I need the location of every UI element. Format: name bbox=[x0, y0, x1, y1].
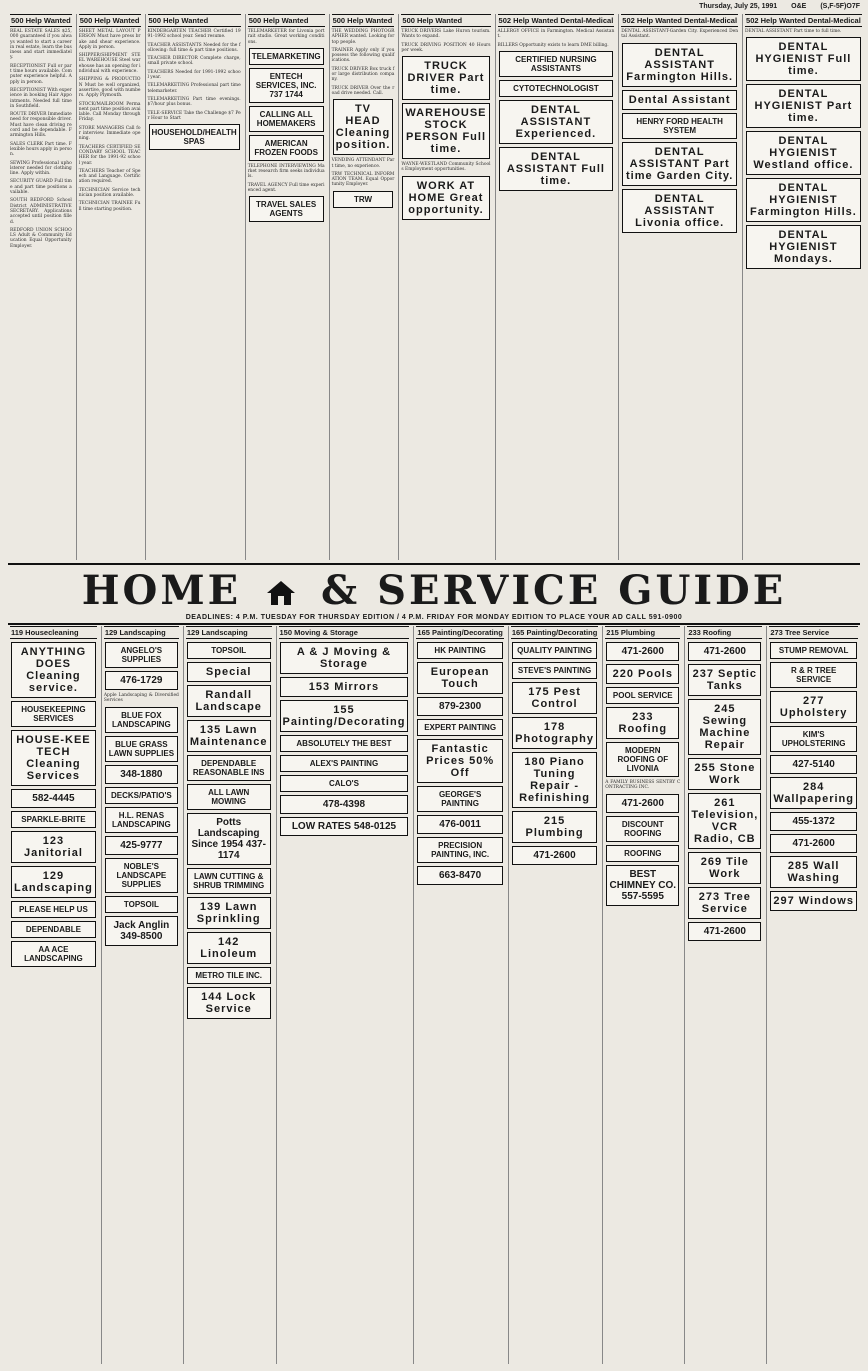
classified-ad: TEACHERS Needed for 1991-1992 school year. bbox=[147, 69, 241, 81]
classified-ad: 427-5140 bbox=[770, 755, 857, 774]
classified-ad: DEPENDABLE bbox=[11, 921, 96, 938]
classified-ad: 285 Wall Washing bbox=[770, 856, 857, 888]
classified-ad: H.L. RENAS LANDSCAPING bbox=[105, 807, 178, 833]
help-wanted-column bbox=[398, 14, 492, 560]
section-header: 500 Help Wanted bbox=[401, 14, 490, 27]
service-guide-column bbox=[276, 626, 412, 1364]
classified-ad: CERTIFIED NURSING ASSISTANTS bbox=[499, 51, 614, 77]
classified-ad: TEACHERS Teacher of Speech and Language. Certification required. bbox=[78, 168, 141, 185]
classified-ad: PLEASE HELP US bbox=[11, 901, 96, 918]
classified-ad: 255 Stone Work bbox=[688, 758, 761, 790]
section-header: 129 Landscaping bbox=[186, 626, 272, 639]
classified-ad: 471-2600 bbox=[512, 846, 597, 865]
classified-ad: ABSOLUTELY THE BEST bbox=[280, 735, 409, 752]
help-wanted-column bbox=[145, 14, 243, 560]
help-wanted-column bbox=[618, 14, 740, 560]
classified-ad: WAYNE-WESTLAND Community Schools Employment opportunities. bbox=[401, 162, 491, 173]
classified-ad: METRO TILE INC. bbox=[187, 967, 271, 984]
classified-ad: STUMP REMOVAL bbox=[770, 642, 857, 659]
classified-ad: 663-8470 bbox=[417, 866, 502, 885]
classified-ad: SOUTH REDFORD School District ADMINISTRATIVE SECRETARY. Applications accepted until position filled. bbox=[10, 198, 72, 225]
classified-ad: TELEMARKETING Professional part time telemarketer. bbox=[147, 83, 241, 94]
classified-ad: VENDING ATTENDANT Part time, no experience. bbox=[331, 158, 395, 169]
classified-ad: SPARKLE-BRITE bbox=[11, 811, 96, 828]
classified-ad: STEVE'S PAINTING bbox=[512, 662, 597, 679]
banner-title-amp: & bbox=[321, 567, 361, 614]
banner-title bbox=[8, 567, 860, 614]
banner-deadlines: DEADLINES: 4 P.M. TUESDAY FOR THURSDAY EDITION / 4 P.M. FRIDAY FOR MONDAY EDITION TO PLACE YOUR AD CALL 591-0900 bbox=[185, 614, 683, 621]
classified-ad: SHIPPING & PRODUCTION Must be well organized, assertive, good with numbers. Apply Plymouth. bbox=[78, 77, 141, 99]
classified-ad: KINDERGARTEN TEACHER Certified 1991-1992 school year. Send resume. bbox=[147, 29, 241, 40]
classified-ad: ANGELO'S SUPPLIES bbox=[105, 642, 178, 668]
classified-ad: 175 Pest Control bbox=[512, 682, 597, 714]
help-wanted-column bbox=[742, 14, 864, 560]
classified-ad: TELEMARKETER for Livonia portrait studio. Great working conditions. bbox=[247, 29, 325, 45]
classified-ad: 142 Linoleum bbox=[187, 932, 271, 964]
classified-ad: DENTAL ASSISTANT Experienced. bbox=[499, 100, 614, 144]
masthead-date: Thursday, July 25, 1991 bbox=[699, 3, 778, 10]
classified-ad: ROUTE DRIVER Immediate need for responsible driver. Must have clean driving record and be dependable. Farmington Hills. bbox=[10, 112, 72, 139]
classified-ad: 277 Upholstery bbox=[770, 691, 857, 723]
help-wanted-section bbox=[8, 14, 860, 560]
classified-ad: 582-4445 bbox=[11, 789, 96, 808]
service-guide-column bbox=[508, 626, 600, 1364]
classified-ad: STORE MANAGERS Call for interview. Immediate opening. bbox=[78, 125, 141, 142]
classified-ad: CALLING ALL HOMEMAKERS bbox=[249, 106, 324, 132]
classified-ad: TRAINER Apply only if you possess the following qualifications. bbox=[331, 47, 395, 64]
classified-ad: HK PAINTING bbox=[417, 642, 502, 659]
classified-ad: 348-1880 bbox=[105, 765, 178, 784]
classified-ad: A FAMILY BUSINESS SENTRY CONTRACTING INC. bbox=[605, 780, 681, 791]
classified-ad: 233 Roofing bbox=[606, 707, 679, 739]
classified-ad: AMERICAN FROZEN FOODS bbox=[249, 135, 324, 161]
classified-ad: MODERN ROOFING OF LIVONIA bbox=[606, 742, 679, 777]
classified-ad: TELEMARKETING bbox=[249, 48, 324, 65]
classified-ad: Potts Landscaping Since 1954 437-1174 bbox=[187, 813, 271, 865]
classified-ad: 478-4398 bbox=[280, 795, 409, 814]
masthead bbox=[8, 3, 860, 13]
classified-ad: 273 Tree Service bbox=[688, 887, 761, 919]
classified-ad: 471-2600 bbox=[688, 642, 761, 661]
classified-ad: POOL SERVICE bbox=[606, 687, 679, 704]
classified-ad: DENTAL ASSISTANT Farmington Hills. bbox=[622, 43, 737, 87]
classified-ad: 155 Painting/Decorating bbox=[280, 700, 409, 732]
classified-ad: Randall Landscape bbox=[187, 685, 271, 717]
classified-ad: LOW RATES 548-0125 bbox=[280, 817, 409, 836]
section-header: 500 Help Wanted bbox=[248, 14, 325, 27]
classified-ad: DENTAL HYGIENIST Full time. bbox=[746, 37, 861, 81]
classified-ad: TRAVEL AGENCY Full time experienced agent. bbox=[247, 182, 325, 194]
classified-ad: BLUE FOX LANDSCAPING bbox=[105, 707, 178, 733]
classified-ad: 297 Windows bbox=[770, 891, 857, 911]
classified-ad: ANYTHING DOES Cleaning service. bbox=[11, 642, 96, 698]
classified-ad: 269 Tile Work bbox=[688, 852, 761, 884]
classified-ad: DENTAL HYGIENIST Westland office. bbox=[746, 131, 861, 175]
classified-ad: Apple Landscaping & Diversified Services bbox=[103, 693, 179, 704]
classified-ad: TELE-SERVICE Take the Challenge $7 Per Hour to Start bbox=[147, 110, 241, 121]
classified-ad: DENTAL ASSISTANT Full time. bbox=[499, 147, 614, 191]
classified-ad: 471-2600 bbox=[606, 794, 679, 813]
section-header: 500 Help Wanted bbox=[148, 14, 241, 27]
classified-ad: 237 Septic Tanks bbox=[688, 664, 761, 696]
banner-title-service-guide: SERVICE GUIDE bbox=[377, 567, 787, 614]
classified-ad: TRW TECHNICAL INFORMATION TEAM. Equal Opportunity Employer. bbox=[331, 171, 395, 188]
classified-ad: DENTAL ASSISTANT Part time Garden City. bbox=[622, 142, 737, 186]
classified-ad: BILLERS Opportunity exists to learn DME billing. bbox=[497, 42, 609, 48]
classified-ad: R & R TREE SERVICE bbox=[770, 662, 857, 688]
classified-ad: EXPERT PAINTING bbox=[417, 719, 502, 736]
classified-ad: DISCOUNT ROOFING bbox=[606, 816, 679, 842]
service-guide-column bbox=[602, 626, 682, 1364]
classified-ad: 471-2600 bbox=[770, 834, 857, 853]
service-guide-column bbox=[766, 626, 860, 1364]
help-wanted-column bbox=[495, 14, 617, 560]
classified-ad: 215 Plumbing bbox=[512, 811, 597, 843]
classified-ad: TELEPHONE INTERVIEWING Market research firm seeks individuals. bbox=[247, 163, 325, 180]
section-header: 233 Roofing bbox=[687, 626, 762, 639]
classified-ad: 476-0011 bbox=[417, 815, 502, 834]
classified-ad: SECURITY GUARD Full time and part time positions available. bbox=[10, 179, 72, 196]
classified-ad: DENTAL ASSISTANT-Garden City. Experienced Dental Assistant. bbox=[621, 29, 739, 40]
classified-ad: 245 Sewing Machine Repair bbox=[688, 699, 761, 755]
classified-ad: NOBLE'S LANDSCAPE SUPPLIES bbox=[105, 858, 178, 893]
classified-ad: 153 Mirrors bbox=[280, 677, 409, 697]
classified-ad: TOPSOIL bbox=[105, 896, 178, 913]
classified-ad: AA ACE LANDSCAPING bbox=[11, 941, 96, 967]
section-header: 500 Help Wanted bbox=[11, 16, 71, 25]
banner-title-home: HOME bbox=[81, 567, 242, 614]
classified-ad: SALES CLERK Part time. Flexible hours apply in person. bbox=[10, 141, 72, 158]
classified-ad: WAREHOUSE STOCK PERSON Full time. bbox=[402, 103, 489, 159]
classified-ad: SHEET METAL LAYOUT PERSON Must have press brake and shear experience. Apply in person. bbox=[78, 29, 141, 50]
classified-ad: DECKS/PATIO'S bbox=[105, 787, 178, 804]
section-header: 165 Painting/Decorating bbox=[417, 628, 503, 637]
classified-ad: 471-2600 bbox=[688, 922, 761, 941]
classified-ad: RECEPTIONIST Full or part time hours available. Computer experience helpful. Apply in person. bbox=[10, 63, 72, 85]
classified-ad: TECHNICIAN TRAINEE Full time starting position. bbox=[78, 201, 141, 212]
classified-ad: 261 Television, VCR Radio, CB bbox=[688, 793, 761, 849]
service-guide-column bbox=[8, 626, 99, 1364]
service-guide-column bbox=[183, 626, 274, 1364]
classified-ad: 123 Janitorial bbox=[11, 831, 96, 863]
classified-ad: TEACHER ASSISTANTS Needed for the following: full time & part time positions. bbox=[147, 42, 241, 53]
classified-ad: ENTECH SERVICES, INC. 737 1744 bbox=[249, 68, 324, 103]
masthead-code: (S,F-5F)O7F bbox=[820, 3, 860, 10]
classified-ad: TEACHERS CERTIFIED SECONDARY SCHOOL TEACHER for the 1991-92 school year. bbox=[78, 144, 141, 166]
classified-ad: KIM'S UPHOLSTERING bbox=[770, 726, 857, 752]
classified-ad: Jack Anglin 349-8500 bbox=[105, 916, 178, 946]
classified-ad: DENTAL ASSISTANT Livonia office. bbox=[622, 189, 737, 233]
classified-ad: TRUCK DRIVERS Lake Huron tourism. Wants to expand. bbox=[401, 29, 491, 40]
section-header: 273 Tree Service bbox=[769, 626, 858, 639]
classified-ad: ALLERGY OFFICE in Farmington. Medical Assistant. bbox=[497, 29, 615, 40]
classified-ad: RECEPTIONIST With experience in booking Hair Appointments. Needed full time in Southfield. bbox=[10, 87, 72, 109]
classified-ad: DENTAL HYGIENIST Mondays. bbox=[746, 225, 861, 269]
section-header: 129 Landscaping bbox=[104, 626, 179, 639]
classified-ad: TRUCK DRIVER Over the road drive needed. Call. bbox=[331, 85, 395, 96]
classified-ad: THE WEDDING PHOTOGRAPHER wanted. Looking for top people. bbox=[331, 29, 395, 45]
classified-ad: 284 Wallpapering bbox=[770, 777, 857, 809]
classified-ad: Dental Assistant bbox=[622, 90, 737, 110]
section-header: 119 Housecleaning bbox=[10, 626, 97, 639]
classified-ad: DENTAL HYGIENIST Farmington Hills. bbox=[746, 178, 861, 222]
classified-ad: QUALITY PAINTING bbox=[512, 642, 597, 659]
classified-ad: TOPSOIL bbox=[187, 642, 271, 659]
classified-ad: 471-2600 bbox=[606, 642, 679, 661]
classified-ad: TV HEAD Cleaning position. bbox=[333, 99, 394, 155]
classified-ad: TRUCK DRIVER Box truck for large distribution company. bbox=[331, 66, 395, 83]
help-wanted-column bbox=[76, 14, 143, 560]
help-wanted-column bbox=[8, 14, 74, 560]
classified-ad: HOUSEHOLD/HEALTH SPAS bbox=[149, 124, 240, 150]
section-header: 165 Painting/Decorating bbox=[511, 628, 598, 637]
masthead-paper: O&E bbox=[791, 3, 807, 10]
section-header: 500 Help Wanted bbox=[332, 14, 395, 27]
classified-ad: TRW bbox=[333, 191, 394, 208]
home-service-guide-banner bbox=[8, 563, 860, 625]
classified-ad: GEORGE'S PAINTING bbox=[417, 786, 502, 812]
section-header: 215 Plumbing bbox=[605, 626, 680, 639]
classified-ad: SHIPPER/SHIPMENT STEEL WAREHOUSE Steel warehouse has an opening for individual with experience. bbox=[78, 53, 141, 75]
classified-ad: A & J Moving & Storage bbox=[280, 642, 409, 674]
classified-ad: DENTAL HYGIENIST Part time. bbox=[746, 84, 861, 128]
classified-ad: PRECISION PAINTING, INC. bbox=[417, 837, 502, 863]
classified-ad: 135 Lawn Maintenance bbox=[187, 720, 271, 752]
service-guide-column bbox=[413, 626, 505, 1364]
classified-ad: 180 Piano Tuning Repair - Refinishing bbox=[512, 752, 597, 808]
classified-ad: CALO'S bbox=[280, 775, 409, 792]
classified-ad: HOUSE-KEE TECH Cleaning Services bbox=[11, 730, 96, 786]
classified-ad: DENTAL ASSISTANT Part time to full time. bbox=[745, 29, 842, 34]
classified-ad: Special bbox=[187, 662, 271, 682]
classified-ad: TRUCK DRIVER Part time. bbox=[402, 56, 489, 100]
classified-ad: TRUCK DRIVING POSITION 40 Hours per week. bbox=[401, 42, 491, 53]
classified-ad: TECHNICIAN Service technician position available. bbox=[78, 187, 141, 199]
section-header: 500 Help Wanted bbox=[79, 16, 140, 25]
section-header: 150 Moving & Storage bbox=[279, 626, 410, 639]
classified-ad: REDFORD UNION SCHOOLS Adult & Community Education Equal Opportunity Employer. bbox=[10, 227, 72, 249]
classified-ad: 476-1729 bbox=[105, 671, 178, 690]
classified-ad: HENRY FORD HEALTH SYSTEM bbox=[622, 113, 737, 139]
classified-ad: STOCK/MAILROOM Permanent part time position available. Call Monday through Friday. bbox=[78, 101, 141, 123]
classified-ad: BEST CHIMNEY CO. 557-5595 bbox=[606, 865, 679, 906]
classified-ad: ALEX'S PAINTING bbox=[280, 755, 409, 772]
classified-ad: LAWN CUTTING & SHRUB TRIMMING bbox=[187, 868, 271, 894]
help-wanted-column bbox=[245, 14, 327, 560]
classified-ad: HOUSEKEEPING SERVICES bbox=[11, 701, 96, 727]
classified-ad: 144 Lock Service bbox=[187, 987, 271, 1019]
classified-ad: DEPENDABLE REASONABLE INS bbox=[187, 755, 271, 781]
section-header: 502 Help Wanted Dental-Medical bbox=[622, 16, 738, 25]
classified-ad: 879-2300 bbox=[417, 697, 502, 716]
classified-ad: European Touch bbox=[417, 662, 502, 694]
classified-ad: ALL LAWN MOWING bbox=[187, 784, 271, 810]
classified-ad: ROOFING bbox=[606, 845, 679, 862]
classified-ad: 178 Photography bbox=[512, 717, 597, 749]
house-icon bbox=[266, 580, 296, 606]
classified-ad: 220 Pools bbox=[606, 664, 679, 684]
service-guide-column bbox=[684, 626, 764, 1364]
service-guide-column bbox=[101, 626, 181, 1364]
classified-ad: 425-9777 bbox=[105, 836, 178, 855]
classified-ad: TELEMARKETING Part time evenings. $7/hour plus bonus. bbox=[147, 96, 241, 108]
classified-ad: CYTOTECHNOLOGIST bbox=[499, 80, 614, 97]
classified-ad: TEACHER DIRECTOR Complete charge, small private school. bbox=[147, 56, 241, 67]
classified-ad: WORK AT HOME Great opportunity. bbox=[402, 176, 489, 220]
classified-ad: TRAVEL SALES AGENTS bbox=[249, 196, 324, 222]
service-guide-section bbox=[8, 626, 860, 1364]
classified-ad: BLUE GRASS LAWN SUPPLIES bbox=[105, 736, 178, 762]
classified-ad: 455-1372 bbox=[770, 812, 857, 831]
section-header: 502 Help Wanted Dental-Medical bbox=[746, 16, 861, 25]
help-wanted-column bbox=[329, 14, 397, 560]
classified-ad: SEWING Professional upholsterer needed for clothing line. Apply within. bbox=[10, 160, 72, 177]
classified-ad: REAL ESTATE SALES $25,000 guaranteed if you always wanted to start a career in real estate, learn the business and start immediately. bbox=[10, 29, 72, 61]
section-header: 502 Help Wanted Dental-Medical bbox=[498, 16, 614, 25]
classified-ad: 139 Lawn Sprinkling bbox=[187, 897, 271, 929]
classified-ad: 129 Landscaping bbox=[11, 866, 96, 898]
classified-ad: Fantastic Prices 50% Off bbox=[417, 739, 502, 783]
